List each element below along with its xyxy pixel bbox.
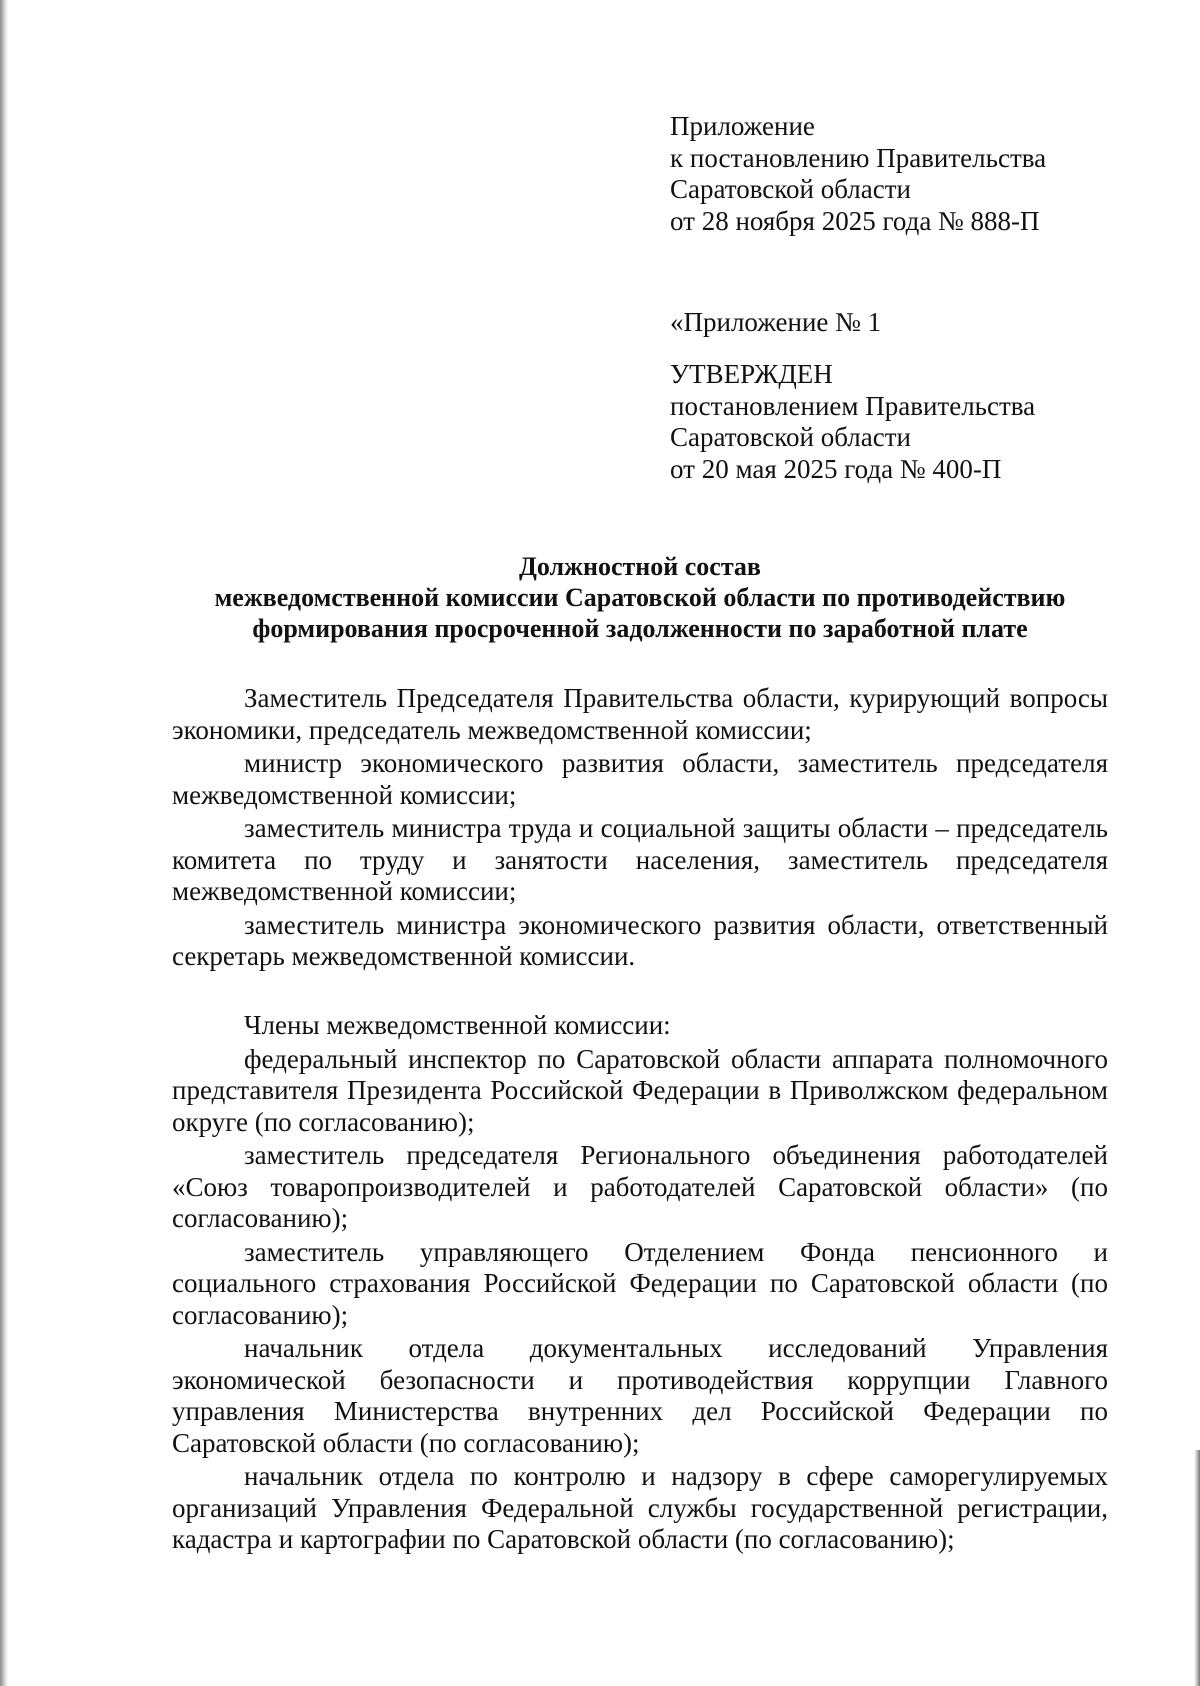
appendix-line: к постановлению Правительства bbox=[670, 142, 1047, 173]
title-line-3: формирования просроченной задолженности по заработной плате bbox=[252, 614, 1028, 643]
appendix-line: от 28 ноября 2025 года № 888-П bbox=[670, 205, 1040, 236]
approved-line: постановлением Правительства bbox=[670, 390, 1036, 421]
ref-appendix bbox=[670, 307, 1110, 339]
leadership-item: заместитель министра труда и социальной защиты области – председатель комитета по труду и занятости населения, заместитель председателя межведомственной комиссии; bbox=[172, 813, 1108, 906]
approved-block bbox=[670, 359, 1110, 485]
ref-appendix-line: «Приложение № 1 bbox=[670, 307, 882, 337]
approved-line: УТВЕРЖДЕН bbox=[670, 359, 833, 389]
appendix-block bbox=[670, 111, 1110, 237]
title-line-1: Должностной состав bbox=[519, 552, 761, 581]
members-heading: Члены межведомственной комиссии: bbox=[244, 1010, 671, 1040]
leadership-item: заместитель министра экономического развития области, ответственный секретарь межведомственной комиссии. bbox=[172, 909, 1108, 971]
member-item: заместитель управляющего Отделением Фонда пенсионного и социального страхования Российской Федерации по Саратовской области (по согласованию); bbox=[172, 1236, 1108, 1330]
appendix-line: Саратовской области bbox=[670, 174, 911, 204]
document-title bbox=[172, 551, 1108, 644]
member-item: начальник отдела по контролю и надзору в сфере саморегулируемых организаций Управления Федеральной службы государственной регистрации, кадастра и картографии по Саратовской области (по согласованию); bbox=[172, 1461, 1108, 1554]
scan-edge-right bbox=[1194, 1450, 1200, 1686]
approved-line: от 20 мая 2025 года № 400-П bbox=[670, 453, 1002, 484]
appendix-line: Приложение bbox=[670, 111, 815, 141]
title-line-2: межведомственной комиссии Саратовской области по противодействию bbox=[214, 583, 1066, 612]
leadership-list bbox=[172, 683, 1108, 975]
leadership-item: министр экономического развития области, заместитель председателя межведомственной комиссии; bbox=[172, 748, 1108, 810]
member-item: начальник отдела документальных исследований Управления экономической безопасности и противодействия коррупции Главного управления Министерства внутренних дел Российской Федерации по Саратовской области (по согласованию); bbox=[172, 1333, 1108, 1458]
members-list bbox=[172, 1010, 1108, 1558]
approved-line: Саратовской области bbox=[670, 422, 911, 452]
member-item: заместитель председателя Регионального объединения работодателей «Союз товаропроизводителей и работодателей Саратовской области» (по согласованию); bbox=[172, 1140, 1108, 1233]
scan-edge-left bbox=[0, 0, 8, 1686]
leadership-item: Заместитель Председателя Правительства области, курирующий вопросы экономики, председатель межведомственной комиссии; bbox=[172, 683, 1108, 745]
member-item: федеральный инспектор по Саратовской области аппарата полномочного представителя Президента Российской Федерации в Приволжском федеральном округе (по согласованию); bbox=[172, 1043, 1108, 1137]
